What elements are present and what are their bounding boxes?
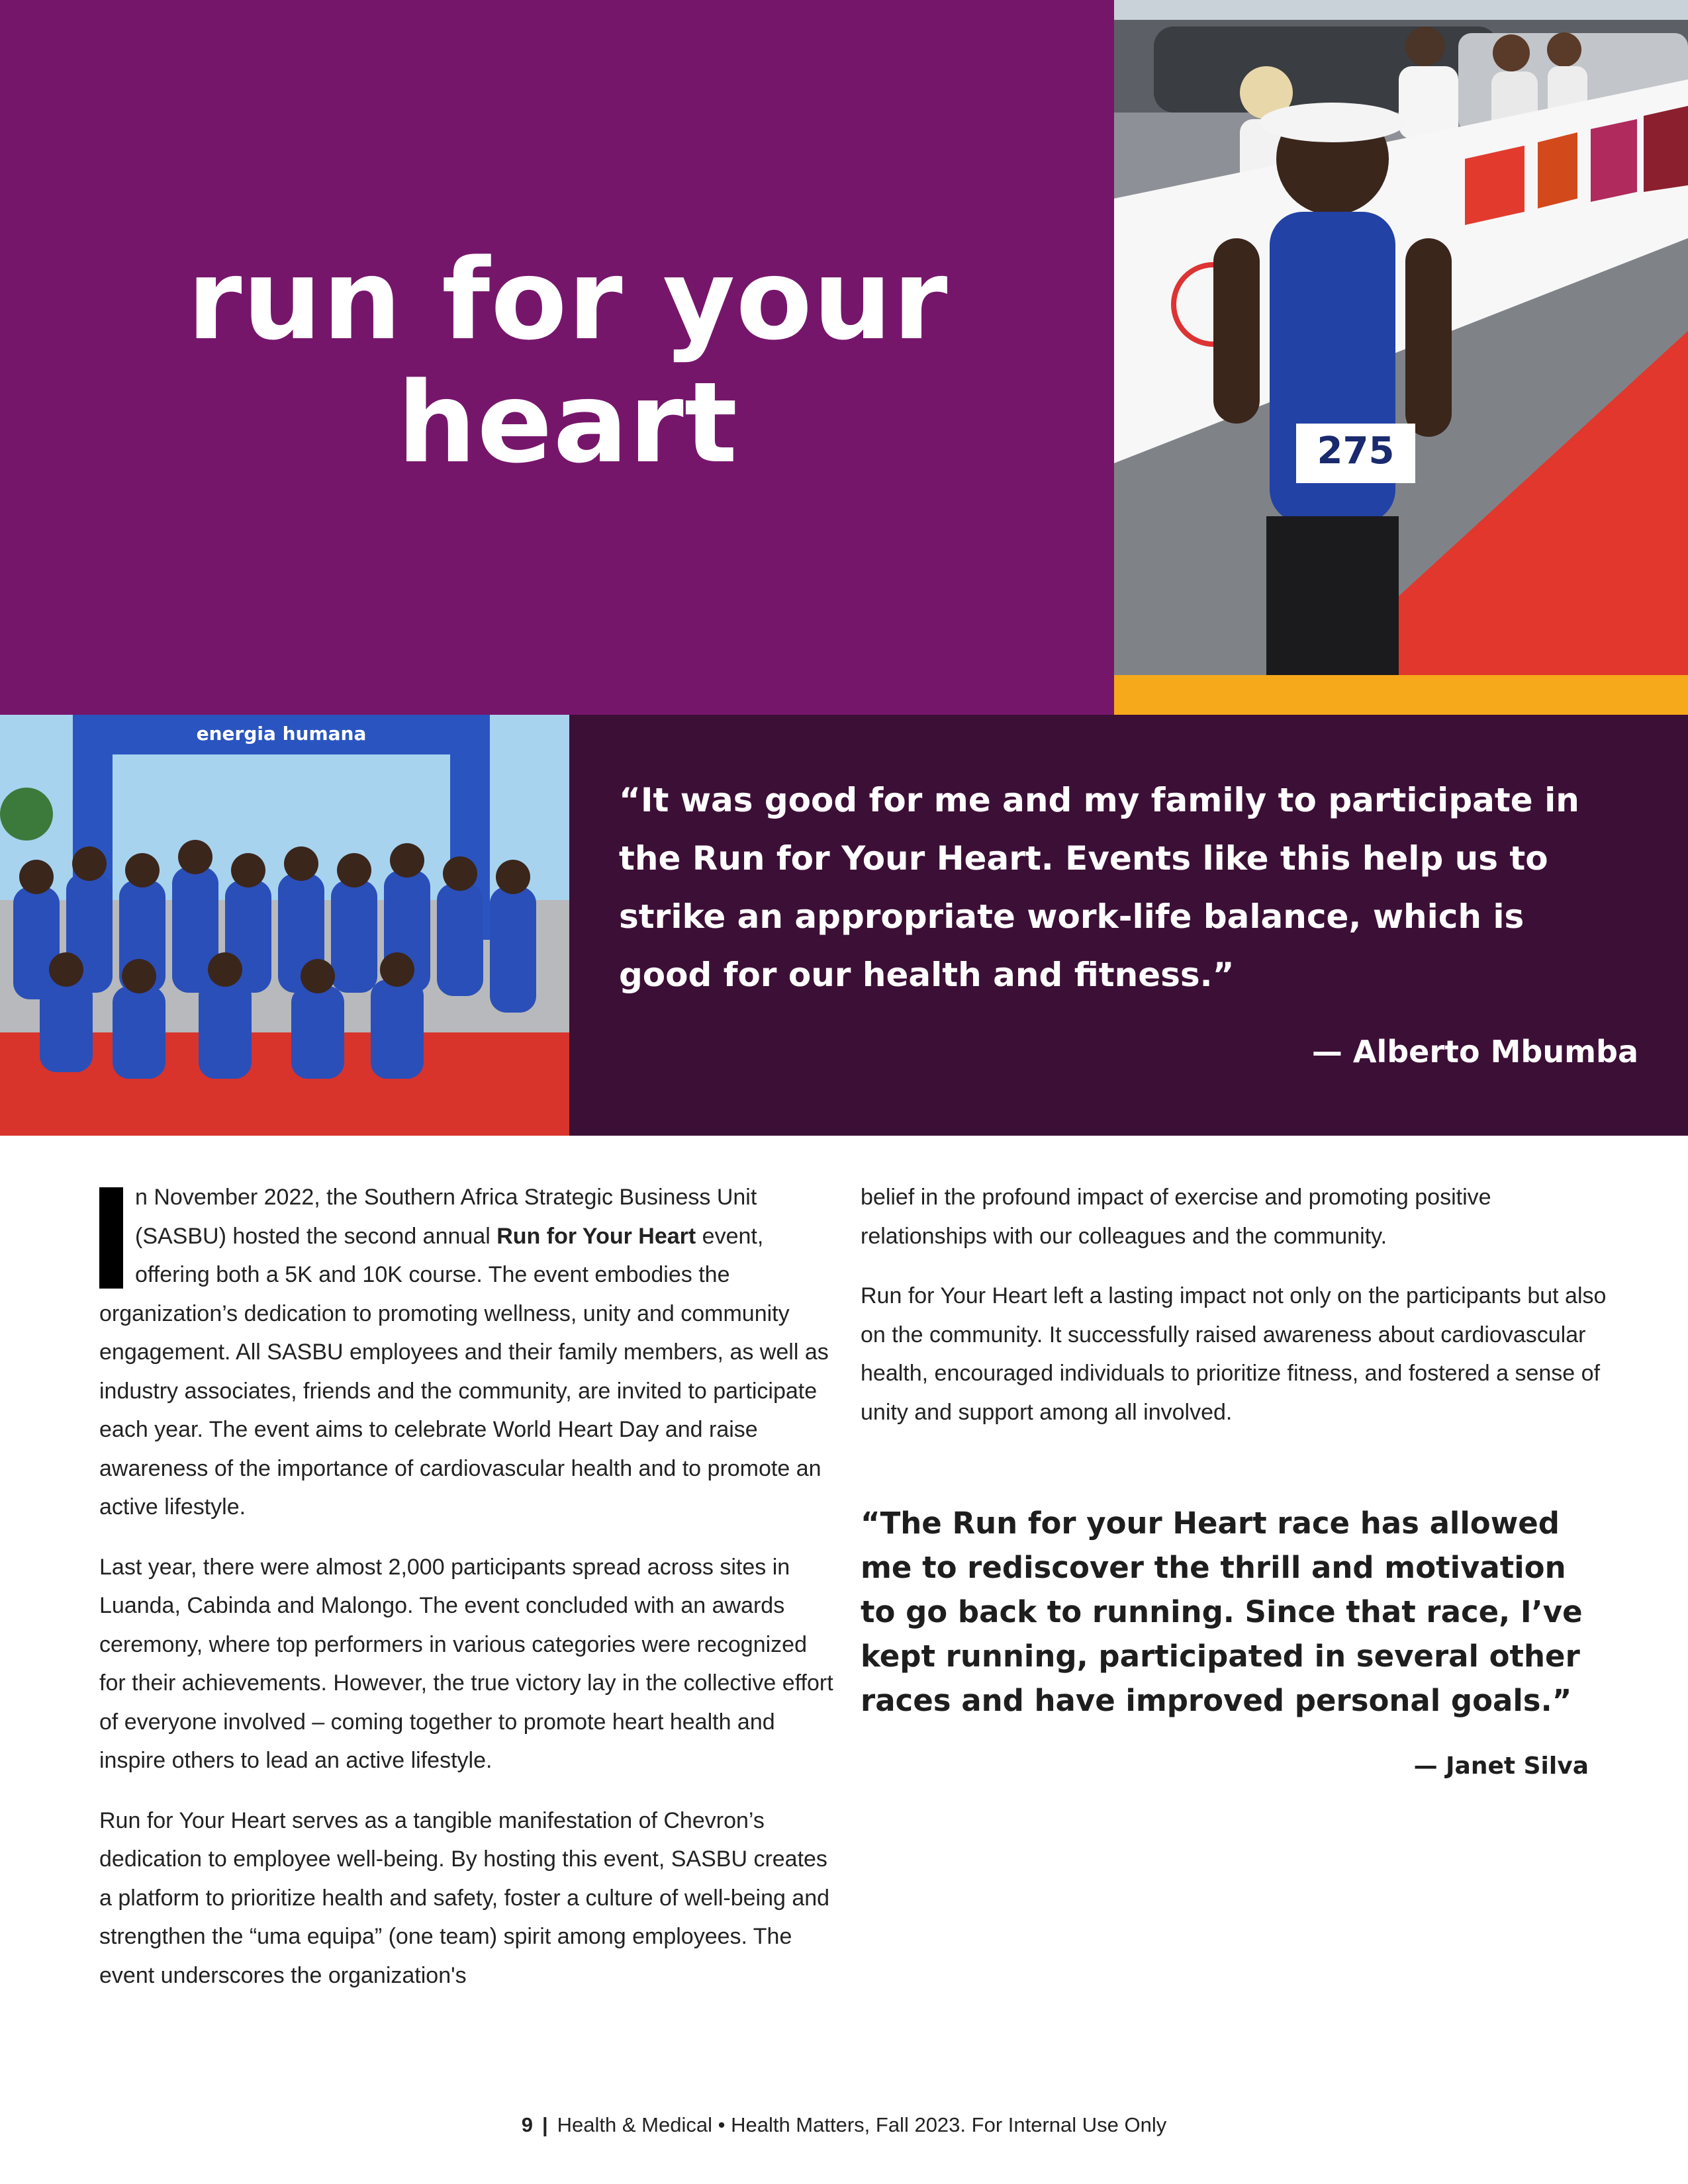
page-title-line-1: run for your (187, 235, 949, 365)
page-title-line-2: heart (397, 358, 739, 488)
pull-quote-alberto: “It was good for me and my family to participate in the Run for Your Heart. Events like this help us to strike an appropriate work-life balance, which is good for our health and fitness.” (619, 781, 1579, 994)
article-column-right (861, 1178, 1609, 1453)
article-paragraph-4: belief in the profound impact of exercise and promoting positive relationships with our colleagues and the community. (861, 1185, 1491, 1249)
footer-separator: | (541, 2113, 548, 2136)
event-name-bold: Run for Your Heart (496, 1223, 696, 1249)
article-paragraph-2: Last year, there were almost 2,000 participants spread across sites in Luanda, Cabinda and Malongo. The event concluded with an awards ceremony, where top performers in various categories were recognized for their achievements. However, the true victory lay in the collective effort of everyone involved – coming together to promote heart health and inspire others to lead an active lifestyle. (99, 1554, 833, 1773)
article-paragraph-1 (99, 1178, 834, 1527)
article-paragraph-5: Run for Your Heart left a lasting impact not only on the participants but also on the community. It successfully raised awareness about cardiovascular health, encouraged individuals to prioritize fitness, and fostered a sense of unity and support among all involved. (861, 1283, 1607, 1425)
footer-text: Health & Medical • Health Matters, Fall 2023. For Internal Use Only (557, 2113, 1167, 2136)
runner-photo (1114, 0, 1688, 675)
page-footer (0, 2113, 1688, 2137)
article-paragraph-1-lead: n November 2022, the Southern Africa Strategic Business Unit (SASBU) hosted the second annual (135, 1185, 757, 1249)
pull-quote-janet-attribution: — Janet Silva (1413, 1752, 1589, 1780)
drop-cap (99, 1187, 123, 1289)
arch-banner-text: energia humana (196, 723, 367, 745)
article-paragraph-1-rest: event, offering both a 5K and 10K course. The event embodies the organization’s dedication to promoting wellness, unity and community engagement. All SASBU employees and their family members, as well as industry associates, friends and the community, are invited to participate each year. The event aims to celebrate World Heart Day and raise awareness of the importance of cardiovascular health and to promote an active lifestyle. (99, 1223, 829, 1520)
accent-bar (1114, 675, 1688, 715)
article-paragraph-3: Run for Your Heart serves as a tangible manifestation of Chevron’s dedication to employee well-being. By hosting this event, SASBU creates a platform to prioritize health and safety, foster a culture of well-being and strengthen the “uma equipa” (one team) spirit among employees. The event underscores the organization's (99, 1807, 830, 1988)
page-title (0, 235, 1135, 488)
article-column-left (99, 1178, 834, 2016)
page-number: 9 (521, 2113, 533, 2136)
runner-bib-number: 275 (1317, 430, 1395, 473)
pull-quote-janet: “The Run for your Heart race has allowed me to rediscover the thrill and motivation to go back to running. Since that race, I’ve kept running, participated in several other races and have improved personal goals.” (861, 1506, 1583, 1718)
pull-quote-alberto-attribution: — Alberto Mbumba (1311, 1034, 1638, 1069)
group-photo (0, 715, 569, 1136)
